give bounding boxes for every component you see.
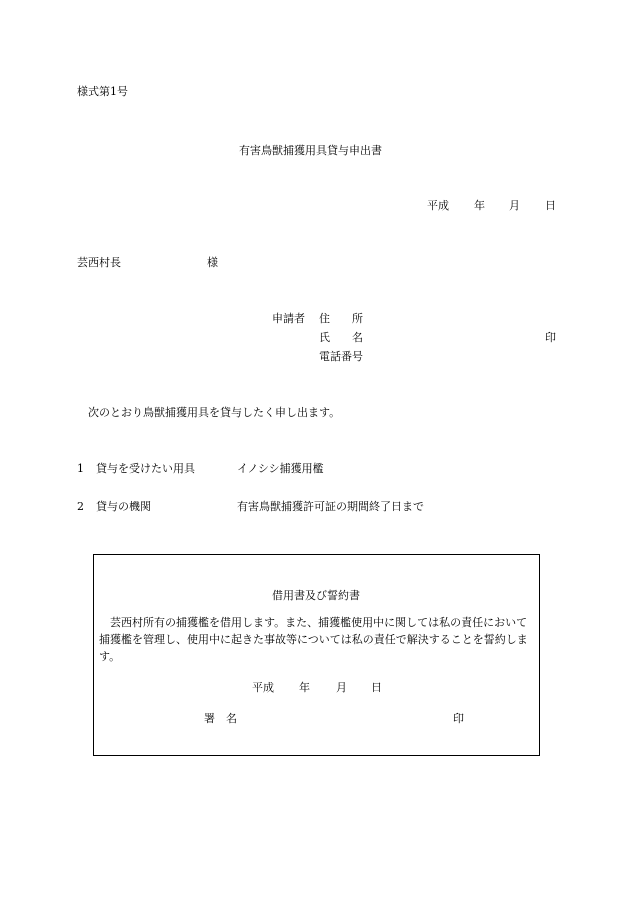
date-day-unit: 日	[545, 199, 556, 212]
pledge-date-era: 平成	[252, 681, 274, 694]
addressee-name: 芸西村長	[77, 256, 121, 269]
pledge-date-month-unit: 月	[336, 681, 347, 694]
intro-text: 次のとおり鳥獣捕獲用具を貸与したく申し出ます。	[88, 406, 341, 419]
date-month-unit: 月	[509, 199, 520, 212]
addressee-honorific: 様	[207, 256, 218, 269]
item-label: 貸与を受けたい用具	[96, 462, 195, 475]
applicant-label: 申請者	[272, 312, 305, 325]
pledge-title: 借用書及び誓約書	[272, 589, 360, 602]
date-era: 平成	[427, 199, 449, 212]
pledge-date-day-unit: 日	[371, 681, 382, 694]
pledge-body: 芸西村所有の捕獲檻を借用します。また、捕獲檻使用中に関しては私の責任において捕獲檻を管理し、使用中に起きた事故等については私の責任で解決することを誓約します。	[99, 616, 528, 663]
applicant-seal: 印	[545, 331, 556, 344]
item-value: イノシシ捕獲用檻	[237, 462, 324, 475]
document-title: 有害鳥獣捕獲用具貸与申出書	[239, 144, 382, 157]
date-year-unit: 年	[474, 199, 485, 212]
applicant-phone-label: 電話番号	[319, 350, 363, 363]
item-value: 有害鳥獣捕獲許可証の期間終了日まで	[237, 500, 424, 513]
applicant-name-label: 氏 名	[319, 331, 363, 344]
pledge-date-year-unit: 年	[299, 681, 310, 694]
pledge-seal: 印	[453, 712, 464, 725]
item-number: 1	[77, 462, 84, 475]
applicant-address-label: 住 所	[319, 312, 363, 325]
item-number: 2	[77, 500, 84, 513]
item-label: 貸与の機関	[96, 500, 151, 513]
form-number: 様式第1号	[77, 85, 128, 98]
pledge-signature-label: 署 名	[204, 712, 237, 725]
